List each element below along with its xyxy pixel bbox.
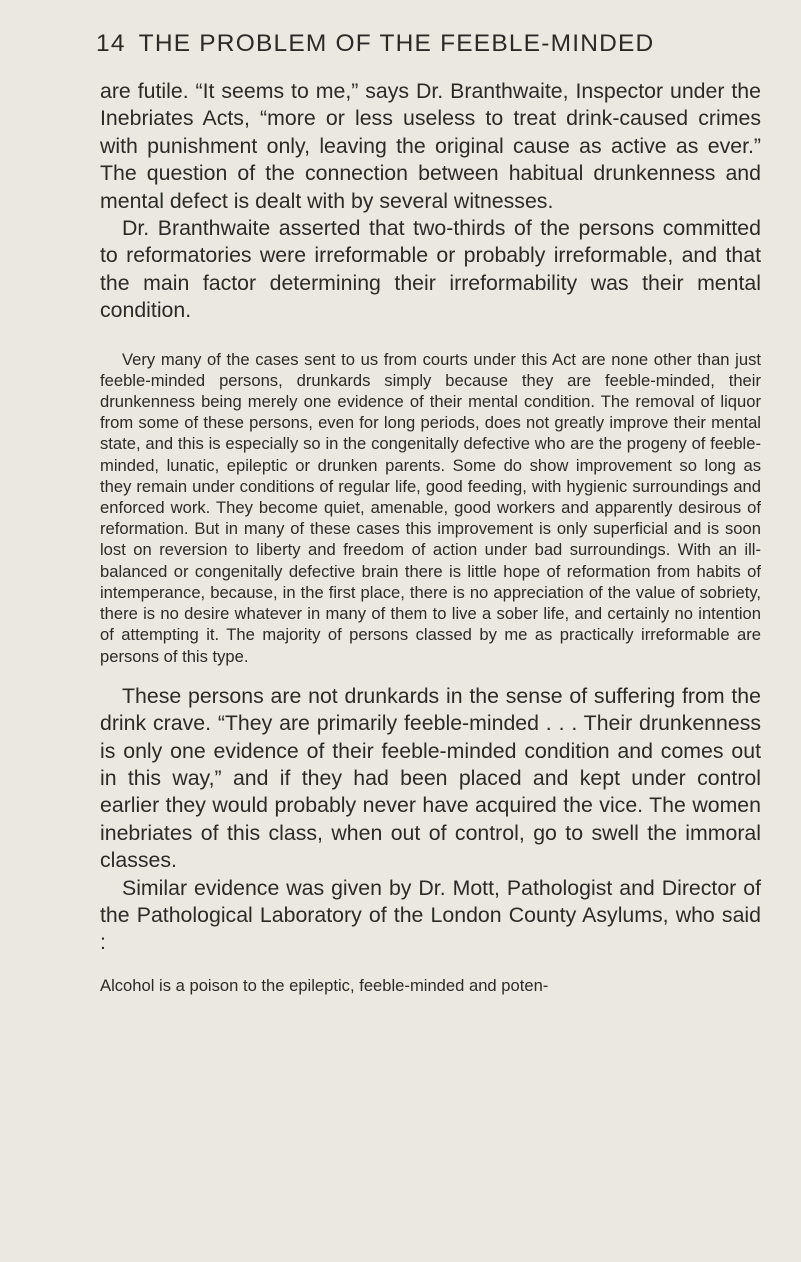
paragraph-irreformable: Dr. Branthwaite asserted that two-thirds of the persons committed to reformatories were irreformable or probably irreformable, and that the main factor determining their irreformability was their mental condition. [100, 216, 761, 323]
block-quote-mott: Alcohol is a poison to the epileptic, feeble-minded and poten- [100, 975, 549, 995]
running-head [96, 30, 761, 78]
block-quote-branthwaite: Very many of the cases sent to us from courts under this Act are none other than just feeble-minded persons, drunkards simply because they are feeble-minded, their drunkenness being merely one evidence of their mental condition. The removal of liquor from some of these persons, even for long periods, does not greatly improve their mental state, and this is especially so in the congenitally defective who are the progeny of feeble-minded, lunatic, epileptic or drunken parents. Some do show improvement so long as they remain under conditions of regular life, good feeding, with hygienic surroundings and enforced work. They become quiet, amenable, good workers and apparently desirous of reformation. But in many of these cases this improvement is only superficial and is soon lost on reversion to liberty and freedom of action under bad surroundings. With an ill-balanced or congenitally defective brain there is little hope of reformation from habits of intemperance, because, in the first place, there is no appreciation of the value of sobriety, there is no desire whatever in many of them to live a sober life, and certainly no intention of attempting it. The majority of persons classed by me as practically irreformable are persons of this type. [100, 349, 761, 666]
page-number: 14 [96, 30, 126, 57]
paragraph-branthwaite-quote: are futile. “It seems to me,” says Dr. Branthwaite, Inspector under the Inebriates Acts, “more or less useless to treat drink-caused crimes with punishment only, leaving the original cause as active as ever.” The question of the connection between habitual drunkenness and mental defect is dealt with by several witnesses. [100, 79, 761, 213]
paragraph-dr-mott: Similar evidence was given by Dr. Mott, Pathologist and Director of the Pathological Laboratory of the London County Asylums, who said : [100, 875, 761, 955]
paragraph-drink-crave: These persons are not drunkards in the sense of suffering from the drink crave. “They are primarily feeble-minded . . . Their drunkenness is only one evidence of their feeble-minded condition and comes out in this way,” and if they had been placed and kept under control earlier they would probably never have acquired the vice. The women inebriates of this class, when out of control, go to swell the immoral classes. [100, 683, 761, 873]
running-title: THE PROBLEM OF THE FEEBLE-MINDED [138, 30, 655, 57]
